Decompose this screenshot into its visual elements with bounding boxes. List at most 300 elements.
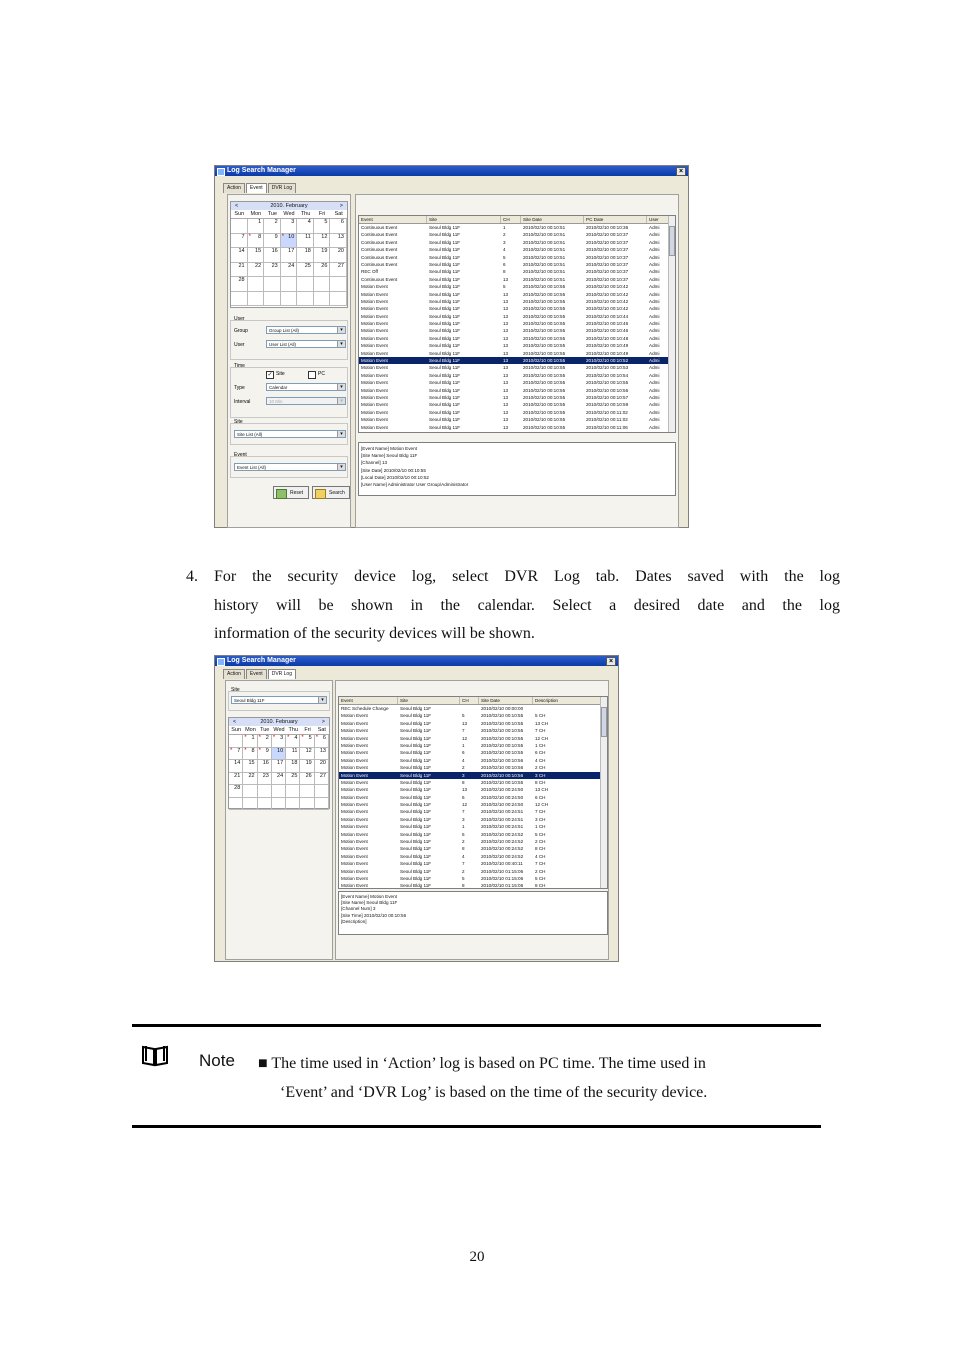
table-row[interactable] <box>359 357 675 364</box>
calendar-day <box>272 798 286 811</box>
table-cell: 13 <box>503 380 509 386</box>
table-cell: 2010/02/10 00:24:51 <box>481 816 524 822</box>
table-cell: Continuous Event <box>361 247 398 253</box>
table-cell: 13 <box>503 306 509 312</box>
next-month-button[interactable]: > <box>321 719 325 725</box>
table-cell: 7 <box>462 809 465 815</box>
pc-checkbox[interactable] <box>308 371 316 379</box>
calendar-day[interactable]: 26 <box>314 263 331 278</box>
column-header[interactable]: Site <box>398 697 460 704</box>
table-cell: 2010/02/10 00:10:37 <box>586 276 629 282</box>
table-row[interactable] <box>339 772 607 779</box>
table-cell: 2010/02/10 00:10:36 <box>586 225 629 230</box>
table-cell: 2010/02/10 00:10:55 <box>523 298 566 304</box>
table-row[interactable] <box>359 291 675 298</box>
table-cell: Motion Event <box>341 853 368 859</box>
calendar-day[interactable]: * 9 <box>258 748 272 761</box>
calendar-day[interactable]: 4 <box>297 219 314 234</box>
table-cell: 13 <box>503 276 509 282</box>
table-cell: Seoul Bldg 11F <box>400 868 432 874</box>
calendar-grid <box>231 219 347 306</box>
left-filter-panel <box>225 680 333 960</box>
table-row[interactable] <box>359 261 675 268</box>
table-cell: Seoul Bldg 11F <box>429 372 461 378</box>
calendar-day <box>314 292 331 307</box>
table-row[interactable] <box>359 239 675 246</box>
calendar-day[interactable]: 22 <box>243 773 257 786</box>
window-titlebar <box>215 166 688 176</box>
calendar-month: 2010. February <box>260 719 298 725</box>
user-select[interactable]: User List (All) ▾ <box>266 340 346 348</box>
calendar-day[interactable]: 23 <box>258 773 272 786</box>
table-cell: Motion Event <box>341 742 368 748</box>
table-cell: 2 <box>503 232 506 238</box>
table-cell: Motion Event <box>341 794 368 800</box>
tab-event[interactable]: Event <box>246 669 267 679</box>
table-row[interactable] <box>339 868 607 875</box>
group-label: Group <box>234 328 248 334</box>
calendar-day[interactable]: 12 <box>314 234 331 249</box>
table-cell: Admi <box>649 335 660 341</box>
column-header[interactable]: Event <box>359 216 427 223</box>
table-row[interactable] <box>339 742 607 749</box>
calendar-day[interactable]: 13 <box>315 748 329 761</box>
reset-button[interactable] <box>273 486 309 499</box>
calendar-header <box>231 202 347 210</box>
prev-month-button[interactable]: < <box>233 719 237 725</box>
calendar-day[interactable]: 6 <box>330 219 347 234</box>
table-cell: 2010/02/10 00:24:50 <box>481 802 524 808</box>
calendar-day[interactable]: 15 <box>248 248 265 263</box>
calendar-day[interactable]: * 7 <box>229 748 243 761</box>
table-cell: 2010/02/10 00:10:51 <box>523 269 566 275</box>
table-cell: 13 <box>503 343 509 349</box>
user-section-label: User <box>234 316 245 322</box>
calendar-day <box>229 735 243 748</box>
calendar-day[interactable]: 25 <box>297 263 314 278</box>
table-cell: 13 <box>503 365 509 371</box>
table-row[interactable] <box>339 786 607 793</box>
calendar-day[interactable]: 7 <box>231 234 248 249</box>
calendar-day[interactable]: 21 <box>229 773 243 786</box>
table-cell: Motion Event <box>361 284 388 290</box>
calendar-day <box>272 785 286 798</box>
table-cell: Motion Event <box>361 328 388 334</box>
table-row[interactable] <box>339 720 607 727</box>
calendar-day[interactable]: 5 <box>314 219 331 234</box>
table-cell: 6 <box>462 750 465 756</box>
calendar-day[interactable]: 11 <box>286 748 300 761</box>
calendar-day <box>229 798 243 811</box>
table-cell: 2010/02/10 00:10:55 <box>481 720 524 726</box>
table-cell: Admi <box>649 239 660 245</box>
step-4-text-3: information of the security devices will be shown. <box>214 625 535 642</box>
calendar-day[interactable]: 16 <box>264 248 281 263</box>
calendar-day[interactable]: * 4 <box>286 735 300 748</box>
table-cell: Admi <box>649 232 660 238</box>
tab-dvr-log[interactable]: DVR Log <box>268 669 296 679</box>
column-header[interactable]: Event <box>339 697 398 704</box>
calendar-day[interactable]: 19 <box>300 760 314 773</box>
table-row[interactable] <box>339 860 607 867</box>
type-select[interactable]: Calendar ▾ <box>266 383 346 391</box>
detail-line: [Channel] 13 <box>361 460 388 466</box>
calendar-day[interactable]: 28 <box>229 785 243 798</box>
column-header[interactable]: PC Date <box>584 216 647 223</box>
table-cell: Seoul Bldg 11F <box>400 816 432 822</box>
table-row[interactable] <box>359 305 675 312</box>
table-row[interactable] <box>339 808 607 815</box>
right-results-panel <box>335 680 609 960</box>
calendar-day[interactable]: * 5 <box>300 735 314 748</box>
window-title: Log Search Manager <box>227 657 296 664</box>
calendar-day[interactable]: 12 <box>300 748 314 761</box>
table-row[interactable] <box>359 409 675 416</box>
calendar-day[interactable]: 20 <box>315 760 329 773</box>
calendar-day[interactable]: 19 <box>314 248 331 263</box>
table-cell: 2010/02/10 00:10:55 <box>523 402 566 408</box>
calendar-day[interactable]: 16 <box>258 760 272 773</box>
table-cell: 2010/02/10 00:10:55 <box>523 321 566 327</box>
table-cell: Seoul Bldg 11F <box>400 861 432 867</box>
table-cell: 2010/02/10 00:10:55 <box>481 779 524 785</box>
column-header[interactable]: User <box>647 216 670 223</box>
table-cell: 2 <box>462 765 465 771</box>
close-icon[interactable]: × <box>606 657 616 666</box>
table-cell: 2010/02/10 00:10:44 <box>586 313 629 319</box>
table-row[interactable] <box>339 816 607 823</box>
calendar-day[interactable]: 24 <box>272 773 286 786</box>
event-detail-box <box>358 442 676 496</box>
calendar-day[interactable]: 27 <box>330 263 347 278</box>
table-cell: 13 <box>503 321 509 327</box>
calendar-day[interactable]: 9 <box>264 234 281 249</box>
table-row[interactable] <box>339 727 607 734</box>
calendar-day[interactable]: 28 <box>231 277 248 292</box>
table-cell: 5 <box>462 875 465 881</box>
table-cell: 2 <box>462 868 465 874</box>
search-button[interactable] <box>312 486 350 499</box>
table-cell: 13 <box>503 372 509 378</box>
table-row[interactable] <box>359 364 675 371</box>
table-cell: 3 <box>503 239 506 245</box>
table-cell: Seoul Bldg 11F <box>429 261 461 267</box>
table-row[interactable] <box>339 853 607 860</box>
calendar-day[interactable]: 13 <box>330 234 347 249</box>
calendar-day <box>231 219 248 234</box>
vertical-scrollbar[interactable] <box>600 697 607 888</box>
tab-dvr-log[interactable]: DVR Log <box>268 183 296 193</box>
weekday-label: Wed <box>281 210 298 219</box>
table-row[interactable] <box>359 298 675 305</box>
tab-action[interactable]: Action <box>223 669 245 679</box>
calendar-day[interactable]: 17 <box>281 248 298 263</box>
calendar-day[interactable]: 1 <box>248 219 265 234</box>
table-row[interactable] <box>359 327 675 334</box>
table-cell: 2010/02/10 00:10:55 <box>523 306 566 312</box>
table-cell: Seoul Bldg 11F <box>429 380 461 386</box>
calendar-day[interactable]: * 8 <box>243 748 257 761</box>
table-cell: Seoul Bldg 11F <box>400 728 432 734</box>
column-header[interactable]: Site Date <box>521 216 584 223</box>
table-cell: 12 <box>462 735 468 741</box>
table-cell: 2010/02/10 00:10:55 <box>523 387 566 393</box>
table-cell: Motion Event <box>341 839 368 845</box>
table-cell: 2010/02/10 00:10:55 <box>523 350 566 356</box>
table-row[interactable] <box>359 283 675 290</box>
table-cell: 2010/02/10 00:10:59 <box>586 402 629 408</box>
search-icon <box>315 489 326 499</box>
calendar-day[interactable]: * 8 <box>248 234 265 249</box>
table-row[interactable] <box>339 794 607 801</box>
calendar-day[interactable]: * 2 <box>258 735 272 748</box>
calendar-day[interactable]: 25 <box>286 773 300 786</box>
column-header[interactable]: CH <box>501 216 521 223</box>
table-row[interactable] <box>339 875 607 882</box>
table-cell: Motion Event <box>341 861 368 867</box>
table-cell <box>533 705 601 712</box>
calendar-day[interactable]: 2 <box>264 219 281 234</box>
calendar-day <box>281 277 298 292</box>
table-cell: 3 <box>462 816 465 822</box>
calendar-day[interactable]: 11 <box>297 234 314 249</box>
calendar-day[interactable]: * 10 <box>281 234 298 249</box>
table-row[interactable] <box>339 779 607 786</box>
table-cell: Seoul Bldg 11F <box>400 772 432 778</box>
table-cell: Admi <box>649 313 660 319</box>
table-row[interactable] <box>339 801 607 808</box>
table-row[interactable] <box>359 342 675 349</box>
detail-line: [Event Name] Motion Event <box>341 894 397 899</box>
calendar-day[interactable]: * 6 <box>315 735 329 748</box>
vertical-scrollbar[interactable] <box>668 216 675 432</box>
table-cell: Seoul Bldg 11F <box>400 875 432 881</box>
calendar-day[interactable]: * 3 <box>272 735 286 748</box>
table-row[interactable] <box>339 749 607 756</box>
table-cell: 2010/02/10 00:11:06 <box>586 424 628 430</box>
group-select[interactable]: Group List (All) ▾ <box>266 326 346 334</box>
calendar-day[interactable]: 15 <box>243 760 257 773</box>
table-row[interactable] <box>359 379 675 386</box>
site-checkbox[interactable]: ✓ <box>267 372 273 378</box>
calendar-day <box>258 785 272 798</box>
table-row[interactable] <box>359 416 675 423</box>
table-cell: Seoul Bldg 11F <box>429 276 461 282</box>
table-cell: Motion Event <box>361 358 388 364</box>
table-row[interactable] <box>339 712 607 719</box>
table-cell: 2010/02/10 00:10:42 <box>586 306 629 312</box>
table-row[interactable] <box>339 831 607 838</box>
table-cell: 7 <box>462 728 465 734</box>
table-cell: 2010/02/10 00:10:42 <box>586 298 629 304</box>
table-cell: 8 CH <box>535 779 546 785</box>
book-icon <box>141 1043 169 1067</box>
calendar-day[interactable]: 17 <box>272 760 286 773</box>
table-cell: 13 <box>503 387 509 393</box>
table-cell: Seoul Bldg 11F <box>429 232 461 238</box>
step-number: 4. <box>186 568 198 585</box>
table-cell: Motion Event <box>361 380 388 386</box>
table-row[interactable] <box>359 276 675 283</box>
prev-month-button[interactable]: < <box>235 203 239 209</box>
weekday-label: Sat <box>315 726 329 735</box>
scroll-thumb[interactable] <box>669 226 675 256</box>
site-select[interactable]: Site List (All) ▾ <box>234 430 346 438</box>
calendar-day[interactable]: 14 <box>231 248 248 263</box>
table-row[interactable] <box>359 268 675 275</box>
table-cell: Admi <box>649 225 660 230</box>
table-cell: 2010/02/10 00:40:11 <box>481 861 523 867</box>
table-row[interactable] <box>339 764 607 771</box>
calendar-day[interactable]: 3 <box>281 219 298 234</box>
table-row[interactable] <box>359 224 675 231</box>
log-search-window-event <box>214 165 689 528</box>
table-cell: Admi <box>649 387 660 393</box>
table-row[interactable] <box>359 424 675 431</box>
note-top-rule <box>132 1024 821 1027</box>
scroll-thumb[interactable] <box>601 707 607 737</box>
calendar-day <box>300 785 314 798</box>
table-cell: 5 <box>503 254 506 260</box>
calendar-month: 2010. February <box>270 203 308 209</box>
table-row[interactable] <box>359 231 675 238</box>
table-cell: 2010/02/10 00:10:49 <box>586 350 629 356</box>
table-cell: Seoul Bldg 11F <box>429 343 461 349</box>
next-month-button[interactable]: > <box>339 203 343 209</box>
table-cell: 3 CH <box>535 816 546 822</box>
table-cell: Admi <box>649 394 660 400</box>
table-row[interactable] <box>339 845 607 852</box>
weekday-label: Tue <box>258 726 272 735</box>
calendar-day[interactable]: * 1 <box>243 735 257 748</box>
table-cell: 12 CH <box>535 802 549 808</box>
table-cell: 13 CH <box>535 787 549 793</box>
table-cell: Motion Event <box>341 735 368 741</box>
column-header[interactable]: Site Date <box>479 697 533 704</box>
table-cell: 2010/02/10 00:10:56 <box>481 765 524 771</box>
calendar-day[interactable]: 21 <box>231 263 248 278</box>
table-row[interactable] <box>359 394 675 401</box>
table-cell: 13 <box>462 787 468 793</box>
table-cell: REC Off <box>361 269 379 275</box>
table-row[interactable] <box>339 882 607 889</box>
calendar <box>230 201 348 308</box>
calendar-day[interactable]: 26 <box>300 773 314 786</box>
detail-line: [Channel Num] 3 <box>341 906 376 912</box>
calendar-day[interactable]: 23 <box>264 263 281 278</box>
table-cell: 7 CH <box>535 861 546 867</box>
table-cell: 13 <box>462 720 468 726</box>
detail-line: [Local Date] 2010/02/10 00:10:52 <box>361 474 429 480</box>
table-cell: 4 CH <box>535 757 546 763</box>
calendar-day <box>297 277 314 292</box>
table-cell: Seoul Bldg 11F <box>429 335 461 341</box>
table-row[interactable] <box>359 401 675 408</box>
event-select[interactable]: Event List (All) ▾ <box>234 463 346 471</box>
column-header[interactable]: Site <box>427 216 501 223</box>
table-cell: 2010/02/10 00:10:37 <box>586 247 629 253</box>
weekday-label: Sat <box>330 210 347 219</box>
table-row[interactable] <box>359 335 675 342</box>
calendar-day[interactable]: 18 <box>286 760 300 773</box>
window-title: Log Search Manager <box>227 167 296 174</box>
table-cell: Continuous Event <box>361 261 398 267</box>
table-cell: Motion Event <box>341 787 368 793</box>
table-row[interactable] <box>339 757 607 764</box>
step-4-text-2: history will be shown in the calendar. Select a desired date and the log <box>214 597 840 614</box>
table-cell: Motion Event <box>361 365 388 371</box>
table-row[interactable] <box>339 823 607 830</box>
table-row[interactable] <box>359 372 675 379</box>
table-cell: 2010/02/10 00:24:52 <box>481 831 524 837</box>
table-cell: 2010/02/10 00:10:37 <box>586 269 629 275</box>
interval-select: 10 Min ▾ <box>266 397 346 405</box>
table-row[interactable] <box>339 735 607 742</box>
tab-event[interactable]: Event <box>246 183 267 193</box>
calendar-day[interactable]: 10 <box>272 748 286 761</box>
table-cell: 2010/02/10 00:10:55 <box>523 424 566 430</box>
type-label: Type <box>234 385 245 391</box>
column-header[interactable]: CH <box>460 697 479 704</box>
site-section-label: Site <box>231 687 240 693</box>
calendar-day[interactable]: 22 <box>248 263 265 278</box>
table-cell: 2010/02/10 00:10:55 <box>523 284 566 290</box>
table-row[interactable] <box>359 320 675 327</box>
table-cell: 2010/02/10 00:10:55 <box>586 380 629 386</box>
table-cell <box>460 705 479 712</box>
column-header[interactable]: Description <box>533 697 601 704</box>
table-cell: Admi <box>649 261 660 267</box>
table-cell: Seoul Bldg 11F <box>429 409 461 415</box>
table-cell: Seoul Bldg 11F <box>429 239 461 245</box>
calendar-day[interactable]: 20 <box>330 248 347 263</box>
site-select[interactable]: Seoul Bldg 11F ▾ <box>231 696 327 704</box>
table-cell: Admi <box>649 424 660 430</box>
table-cell: Motion Event <box>361 417 388 423</box>
table-row[interactable] <box>359 350 675 357</box>
close-icon[interactable]: × <box>676 167 686 176</box>
table-cell: 13 <box>503 402 509 408</box>
calendar-day[interactable]: 14 <box>229 760 243 773</box>
table-cell: 5 <box>503 284 506 290</box>
table-cell: Seoul Bldg 11F <box>429 298 461 304</box>
table-row[interactable] <box>339 838 607 845</box>
table-row[interactable] <box>359 254 675 261</box>
table-cell: Seoul Bldg 11F <box>429 291 461 297</box>
table-cell: Motion Event <box>341 816 368 822</box>
table-cell: 8 CH <box>535 846 546 852</box>
table-cell: 13 <box>503 335 509 341</box>
table-cell: Motion Event <box>361 298 388 304</box>
left-filter-panel <box>227 194 351 528</box>
table-row[interactable] <box>339 705 607 712</box>
table-cell: 2010/02/10 00:24:51 <box>481 809 524 815</box>
table-cell: REC Schedule Change <box>341 706 389 711</box>
calendar-day[interactable]: 18 <box>297 248 314 263</box>
calendar-day <box>315 785 329 798</box>
calendar-day <box>248 292 265 307</box>
weekday-label: Fri <box>300 726 314 735</box>
table-row[interactable] <box>359 246 675 253</box>
table-cell: 2010/02/10 00:10:37 <box>586 261 629 267</box>
calendar-day[interactable]: 24 <box>281 263 298 278</box>
table-row[interactable] <box>359 313 675 320</box>
calendar-day <box>286 785 300 798</box>
calendar-day <box>243 798 257 811</box>
calendar-day[interactable]: 27 <box>315 773 329 786</box>
table-row[interactable] <box>359 387 675 394</box>
tab-action[interactable]: Action <box>223 183 245 193</box>
